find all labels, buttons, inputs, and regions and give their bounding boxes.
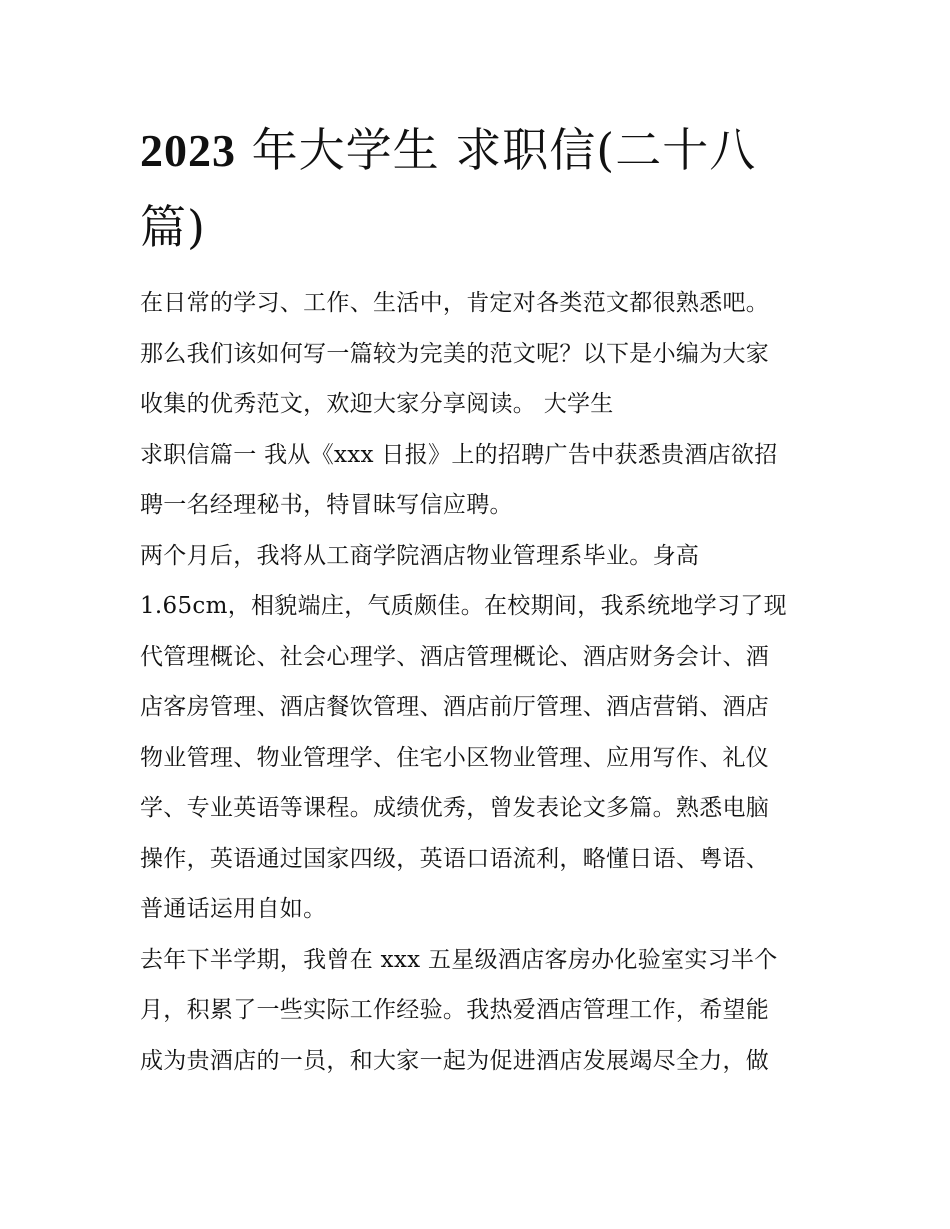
body-line: 那么我们该如何写一篇较为完美的范文呢？以下是小编为大家 (140, 340, 770, 367)
body-line: 两个月后，我将从工商学院酒店物业管理系毕业。身高 (140, 542, 700, 569)
body-line: 物业管理、物业管理学、住宅小区物业管理、应用写作、礼仪 (140, 744, 770, 771)
body-line: 成为贵酒店的一员，和大家一起为促进酒店发展竭尽全力，做 (140, 1047, 770, 1074)
body-line: 月，积累了一些实际工作经验。我热爱酒店管理工作，希望能 (140, 997, 770, 1023)
body-line: 店客房管理、酒店餐饮管理、酒店前厅管理、酒店营销、酒店 (140, 694, 770, 720)
body-line: 1.65cm，相貌端庄，气质颇佳。在校期间，我系统地学习了现 (140, 593, 787, 619)
body-line: 去年下半学期，我曾在 xxx 五星级酒店客房办化验室实习半个 (140, 946, 778, 973)
body-line: 代管理概论、社会心理学、酒店管理概论、酒店财务会计、酒 (140, 643, 770, 670)
body-line: 操作，英语通过国家四级，英语口语流利，略懂日语、粤语、 (140, 845, 770, 872)
body-line: 收集的优秀范文，欢迎大家分享阅读。 大学生 (140, 391, 614, 417)
title-year: 2023 (140, 125, 236, 176)
body-line: 求职信篇一 我从《xxx 日报》上的招聘广告中获悉贵酒店欲招 (140, 441, 778, 468)
body-line: 学、专业英语等课程。成绩优秀，曾发表论文多篇。熟悉电脑 (140, 795, 770, 821)
body-line: 聘一名经理秘书，特冒昧写信应聘。 (140, 492, 513, 518)
document-body (140, 278, 820, 1086)
body-line: 普通话运用自如。 (140, 896, 327, 922)
document-title (140, 112, 820, 265)
title-text: 年大学生 求职信(二十八篇) (140, 123, 757, 254)
body-line: 在日常的学习、工作、生活中，肯定对各类范文都很熟悉吧。 (140, 290, 770, 316)
